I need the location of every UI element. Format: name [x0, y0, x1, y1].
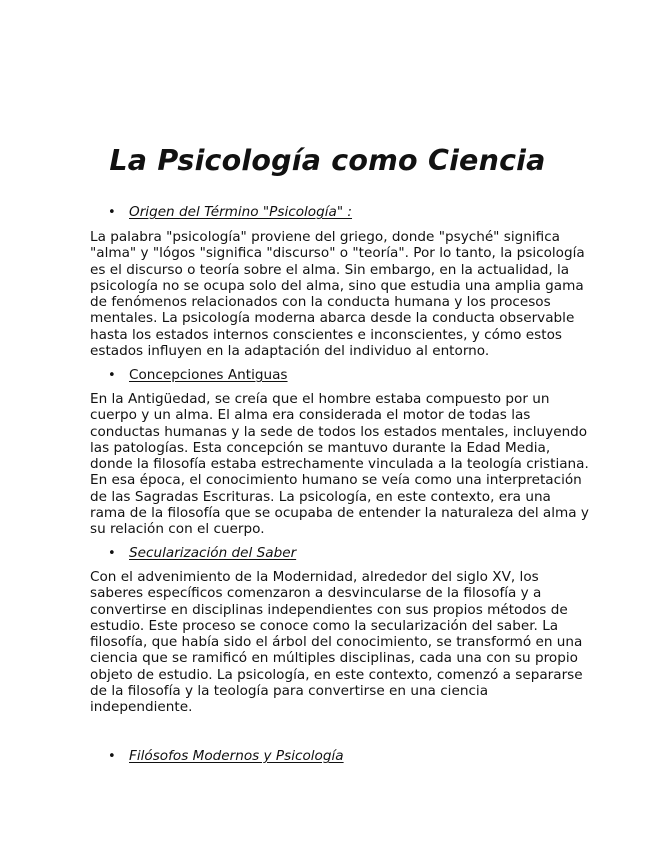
section-heading-secularizacion — [108, 544, 296, 563]
section-heading-text: Filósofos Modernos y Psicología — [129, 748, 344, 764]
paragraph-line: En la Antigüedad, se creía que el hombre estaba compuesto por un — [90, 391, 550, 407]
paragraph-line: La palabra "psicología" proviene del griego, donde "psyché" significa — [90, 229, 561, 245]
paragraph-line: filosofía, que había sido el árbol del conocimiento, se transformó en una — [90, 634, 583, 651]
section-heading-origen — [108, 203, 352, 222]
paragraph-line: donde la filosofía estaba estrechamente vinculada a la teología cristiana. — [90, 456, 589, 473]
section-heading-filosofos — [108, 747, 344, 766]
bullet-icon: • — [108, 546, 116, 561]
paragraph-line: estudio. Este proceso se conoce como la secularización del saber. La — [90, 617, 559, 634]
paragraph-line: su relación con el cuerpo. — [90, 521, 265, 538]
section-heading-text: Secularización del Saber — [129, 545, 297, 561]
paragraph-line: En esa época, el conocimiento humano se veía como una interpretación — [90, 472, 582, 489]
section-heading-text: Concepciones Antiguas — [129, 367, 288, 383]
paragraph-line: Con el advenimiento de la Modernidad, alrededor del siglo XV, los — [90, 569, 539, 585]
section-paragraph-concepciones — [90, 391, 589, 538]
bullet-icon: • — [108, 749, 116, 764]
section-heading-text: Origen del Término "Psicología" : — [129, 204, 353, 220]
page-title: La Psicología como Ciencia — [109, 144, 546, 177]
paragraph-line: cuerpo y un alma. El alma era considerada el motor de todas las — [90, 407, 531, 424]
paragraph-line: rama de la filosofía que se ocupaba de entender la naturaleza del alma y — [90, 505, 589, 522]
paragraph-line: de fenómenos relacionados con la conducta humana y los procesos — [90, 294, 551, 311]
paragraph-line: independiente. — [90, 699, 193, 716]
bullet-icon: • — [108, 368, 116, 383]
section-heading-concepciones — [108, 366, 288, 385]
paragraph-line: estados influyen en la adaptación del individuo al entorno. — [90, 343, 490, 360]
paragraph-line: mentales. La psicología moderna abarca desde la conducta observable — [90, 310, 575, 327]
paragraph-line: ciencia que se ramificó en múltiples disciplinas, cada una con su propio — [90, 650, 578, 667]
paragraph-line: psicología no se ocupa solo del alma, sino que estudia una amplia gama — [90, 277, 584, 294]
paragraph-line: "alma" y "lógos "significa "discurso" o "teoría". Por lo tanto, la psicología — [90, 245, 585, 262]
paragraph-line: las patologías. Esta concepción se mantuvo durante la Edad Media, — [90, 439, 551, 456]
section-paragraph-secularizacion — [90, 569, 583, 716]
bullet-icon: • — [108, 205, 116, 220]
paragraph-line: hasta los estados internos conscientes e inconscientes, y cómo estos — [90, 326, 562, 343]
paragraph-line: es el discurso o teoría sobre el alma. Sin embargo, en la actualidad, la — [90, 261, 570, 278]
paragraph-line: conductas humanas y la sede de todos los estados mentales, incluyendo — [90, 423, 588, 440]
paragraph-line: convertirse en disciplinas independientes con sus propios métodos de — [90, 601, 568, 618]
paragraph-line: objeto de estudio. La psicología, en este contexto, comenzó a separarse — [90, 666, 583, 683]
paragraph-line: de las Sagradas Escrituras. La psicología, en este contexto, era una — [90, 488, 551, 505]
paragraph-line: de la filosofía y la teología para convertirse en una ciencia — [90, 683, 489, 700]
paragraph-line: saberes específicos comenzaron a desvincularse de la filosofía y a — [90, 585, 542, 602]
section-paragraph-origen — [90, 229, 585, 360]
